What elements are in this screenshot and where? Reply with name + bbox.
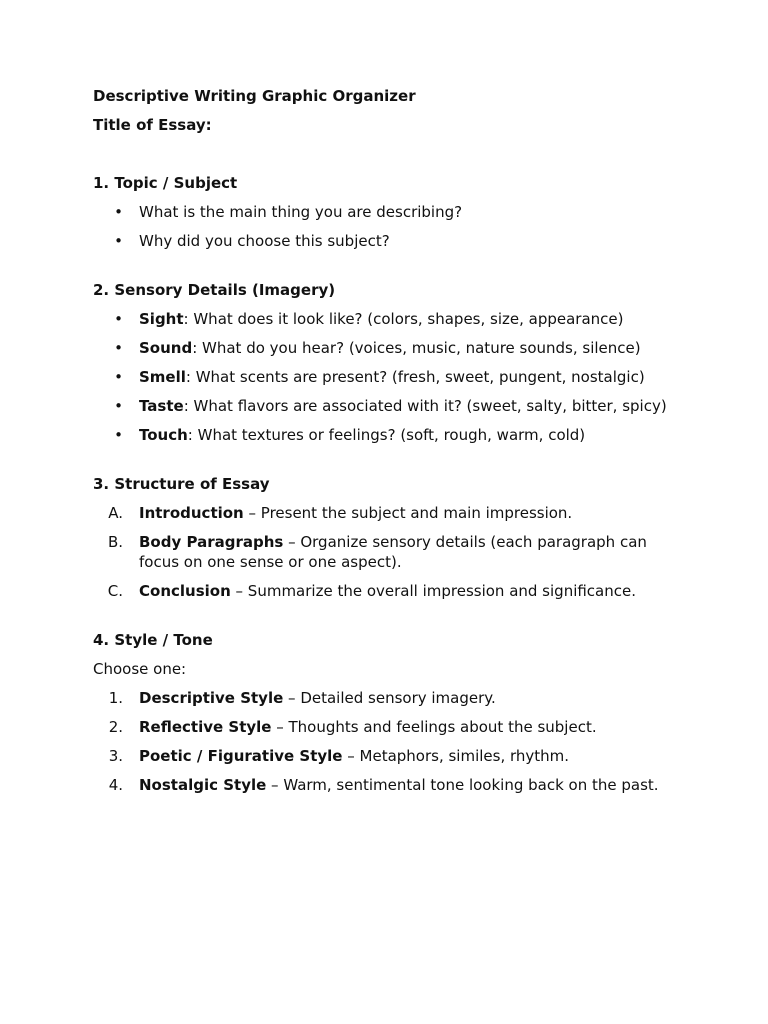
list-marker: B.	[107, 533, 123, 551]
list-item	[93, 309, 683, 329]
list-item	[93, 425, 683, 445]
bullet-icon: •	[114, 339, 123, 357]
item-text: : What do you hear? (voices, music, nature sounds, silence)	[192, 339, 641, 357]
item-text: Why did you choose this subject?	[139, 232, 390, 250]
section-sensory	[93, 280, 683, 445]
item-term: Smell	[139, 368, 186, 386]
bullet-icon: •	[114, 232, 123, 250]
item-text: – Metaphors, similes, rhythm.	[342, 747, 570, 765]
list-marker: 2.	[108, 718, 123, 736]
topic-list	[93, 202, 683, 251]
list-marker: C.	[107, 582, 123, 600]
list-item	[93, 503, 683, 523]
structure-list	[93, 503, 683, 601]
section-style	[93, 630, 683, 795]
list-marker: 1.	[108, 689, 123, 707]
item-text: – Warm, sentimental tone looking back on the past.	[266, 776, 659, 794]
item-text: : What scents are present? (fresh, sweet, pungent, nostalgic)	[185, 368, 645, 386]
list-item	[93, 581, 683, 601]
item-term: Introduction	[139, 504, 244, 522]
item-text: – Thoughts and feelings about the subject.	[271, 718, 597, 736]
list-item	[93, 338, 683, 358]
style-intro: Choose one:	[93, 660, 187, 678]
bullet-icon: •	[114, 397, 123, 415]
item-term: Reflective Style	[139, 718, 272, 736]
document-page	[93, 86, 683, 824]
section-heading: 2. Sensory Details (Imagery)	[93, 281, 336, 299]
bullet-icon: •	[114, 426, 123, 444]
item-text: – Detailed sensory imagery.	[283, 689, 496, 707]
list-marker: 4.	[108, 776, 123, 794]
item-term: Descriptive Style	[139, 689, 284, 707]
list-item	[93, 717, 683, 737]
list-item	[93, 231, 683, 251]
list-marker: 3.	[108, 747, 123, 765]
section-structure	[93, 474, 683, 601]
list-item	[93, 746, 683, 766]
list-item	[93, 396, 683, 416]
item-text: – Present the subject and main impression.	[243, 504, 573, 522]
item-term: Conclusion	[139, 582, 231, 600]
item-text: : What textures or feelings? (soft, rough, warm, cold)	[187, 426, 586, 444]
item-term: Poetic / Figurative Style	[139, 747, 343, 765]
list-marker: A.	[108, 504, 123, 522]
item-text: – Organize sensory details (each paragraph can focus on one sense or one aspect).	[139, 533, 647, 571]
item-term: Taste	[139, 397, 184, 415]
item-term: Touch	[139, 426, 188, 444]
section-heading: 1. Topic / Subject	[93, 174, 238, 192]
item-text: : What flavors are associated with it? (sweet, salty, bitter, spicy)	[183, 397, 667, 415]
item-term: Nostalgic Style	[139, 776, 267, 794]
section-heading: 3. Structure of Essay	[93, 475, 270, 493]
item-text: : What does it look like? (colors, shapes, size, appearance)	[183, 310, 624, 328]
list-item	[93, 367, 683, 387]
section-heading: 4. Style / Tone	[93, 631, 213, 649]
list-item	[93, 775, 683, 795]
item-text: – Summarize the overall impression and significance.	[230, 582, 636, 600]
sensory-list	[93, 309, 683, 445]
item-term: Body Paragraphs	[139, 533, 284, 551]
list-item	[93, 202, 683, 222]
list-item	[93, 532, 683, 572]
bullet-icon: •	[114, 203, 123, 221]
essay-title-label: Title of Essay:	[93, 116, 212, 134]
document-title: Descriptive Writing Graphic Organizer	[93, 87, 416, 105]
section-topic	[93, 173, 683, 251]
item-term: Sight	[139, 310, 184, 328]
bullet-icon: •	[114, 368, 123, 386]
item-text: What is the main thing you are describing?	[139, 203, 463, 221]
list-item	[93, 688, 683, 708]
item-term: Sound	[139, 339, 193, 357]
style-list	[93, 688, 683, 795]
bullet-icon: •	[114, 310, 123, 328]
